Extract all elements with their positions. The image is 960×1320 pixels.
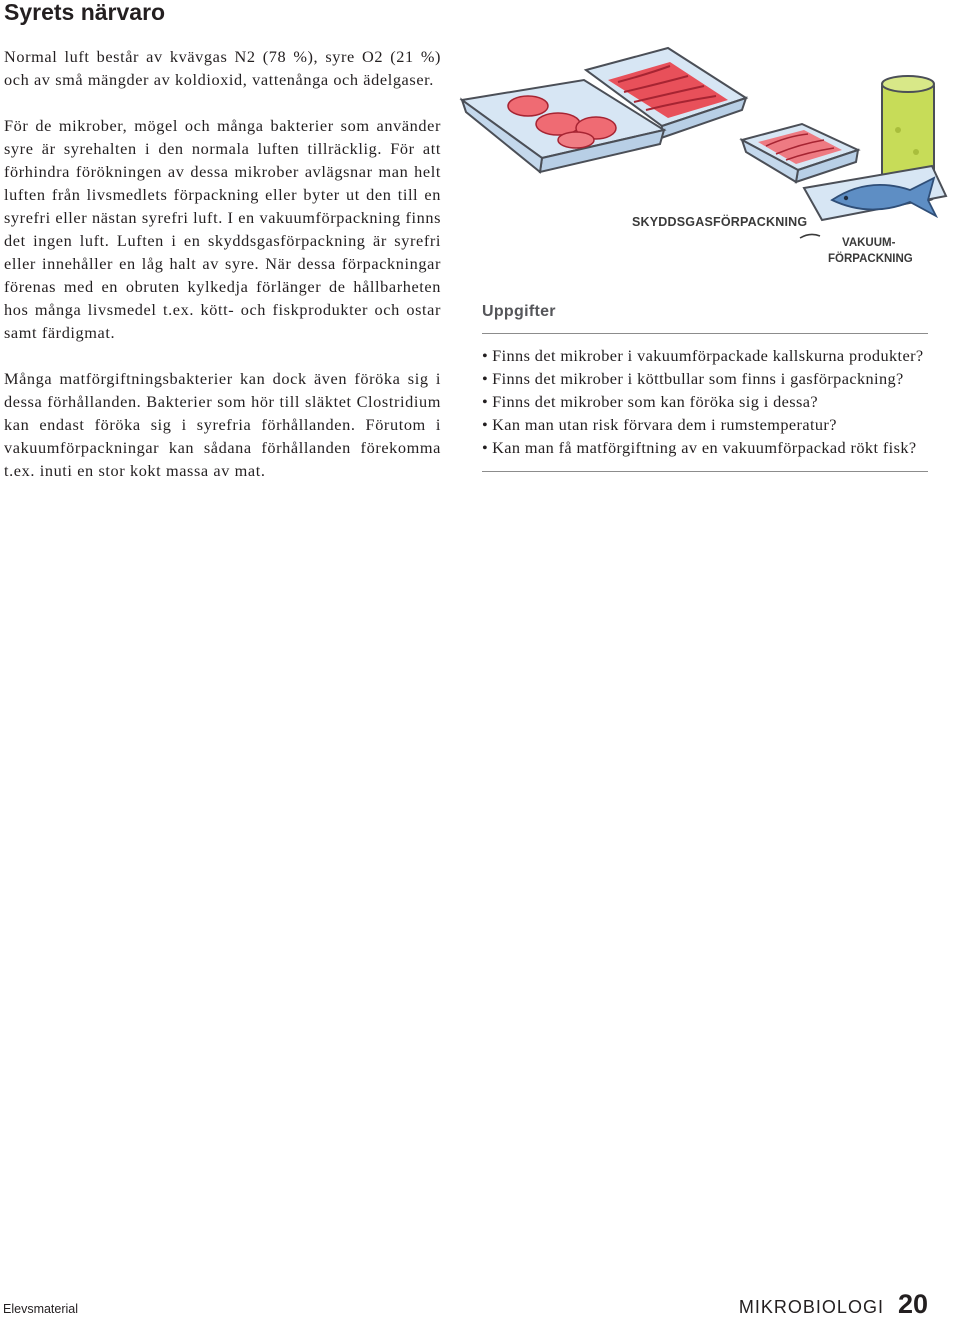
task-item: • Finns det mikrober som kan föröka sig i dessa? — [482, 392, 818, 411]
footer-subject-page — [739, 1289, 928, 1320]
sliced-meat-tray-illustration — [742, 124, 858, 182]
footer-subject: MIKROBIOLOGI — [738, 1297, 884, 1317]
task-item: • Kan man få matförgiftning av en vakuumförpackad rökt fisk? — [482, 438, 917, 457]
gas-packaging-label: SKYDDSGASFÖRPACKNING — [632, 215, 808, 229]
tasks-top-rule — [482, 333, 928, 334]
paragraph-clostridium: Många matförgiftningsbakterier kan dock även föröka sig i dessa förhållanden. Bakterier som hör till släktet Clostridium kan endast föröka sig i syrefria förhållanden. Förutom i vakuumförpackningar kan sådana förhållanden förekomma t.ex. inuti en stor kokt massa av mat. — [4, 369, 441, 480]
task-item: • Finns det mikrober i köttbullar som finns i gasförpackning? — [482, 369, 904, 388]
footer-label: Elevsmaterial — [3, 1302, 79, 1316]
body-text — [4, 45, 441, 505]
task-item: • Kan man utan risk förvara dem i rumstemperatur? — [482, 415, 837, 434]
vacuum-label-line2: FÖRPACKNING — [828, 253, 913, 265]
packaging-illustration — [458, 40, 954, 272]
page-number: 20 — [897, 1289, 928, 1319]
paragraph-air-composition: Normal luft består av kvävgas N2 (78 %), syre O2 (21 %) och av små mängder av koldioxid, vattenånga och ädelgaser. — [4, 47, 441, 89]
tasks-heading: Uppgifter — [482, 303, 556, 320]
vacuum-fish-illustration — [804, 166, 946, 220]
tasks-bottom-rule — [482, 471, 928, 472]
task-item: • Finns det mikrober i vakuumförpackade kallskurna produkter? — [482, 346, 924, 365]
vacuum-label-line1: VAKUUM- — [842, 237, 896, 249]
page-title: Syrets närvaro — [4, 0, 166, 25]
tasks-box — [482, 300, 928, 472]
paragraph-packaging: För de mikrober, mögel och många bakterier som använder syre är syrehalten i den normala luften tillräcklig. För att förhindra förökningen av dessa mikrober avlägsnar man helt luften från livsmedlets förpackning eller byter ut den till en syrefri eller nästan syrefri luft. I en vakuumförpackning finns det ingen luft. Luften i en skyddsgasförpackning är syrefri eller innehåller en låg halt av syre. När dessa förpackningar förenas med en obruten kylkedja förlänger de hållbarheten hos många livsmedel t.ex. kött- och fiskprodukter och ostar samt färdigmat. — [4, 116, 442, 342]
task-list — [482, 344, 928, 459]
